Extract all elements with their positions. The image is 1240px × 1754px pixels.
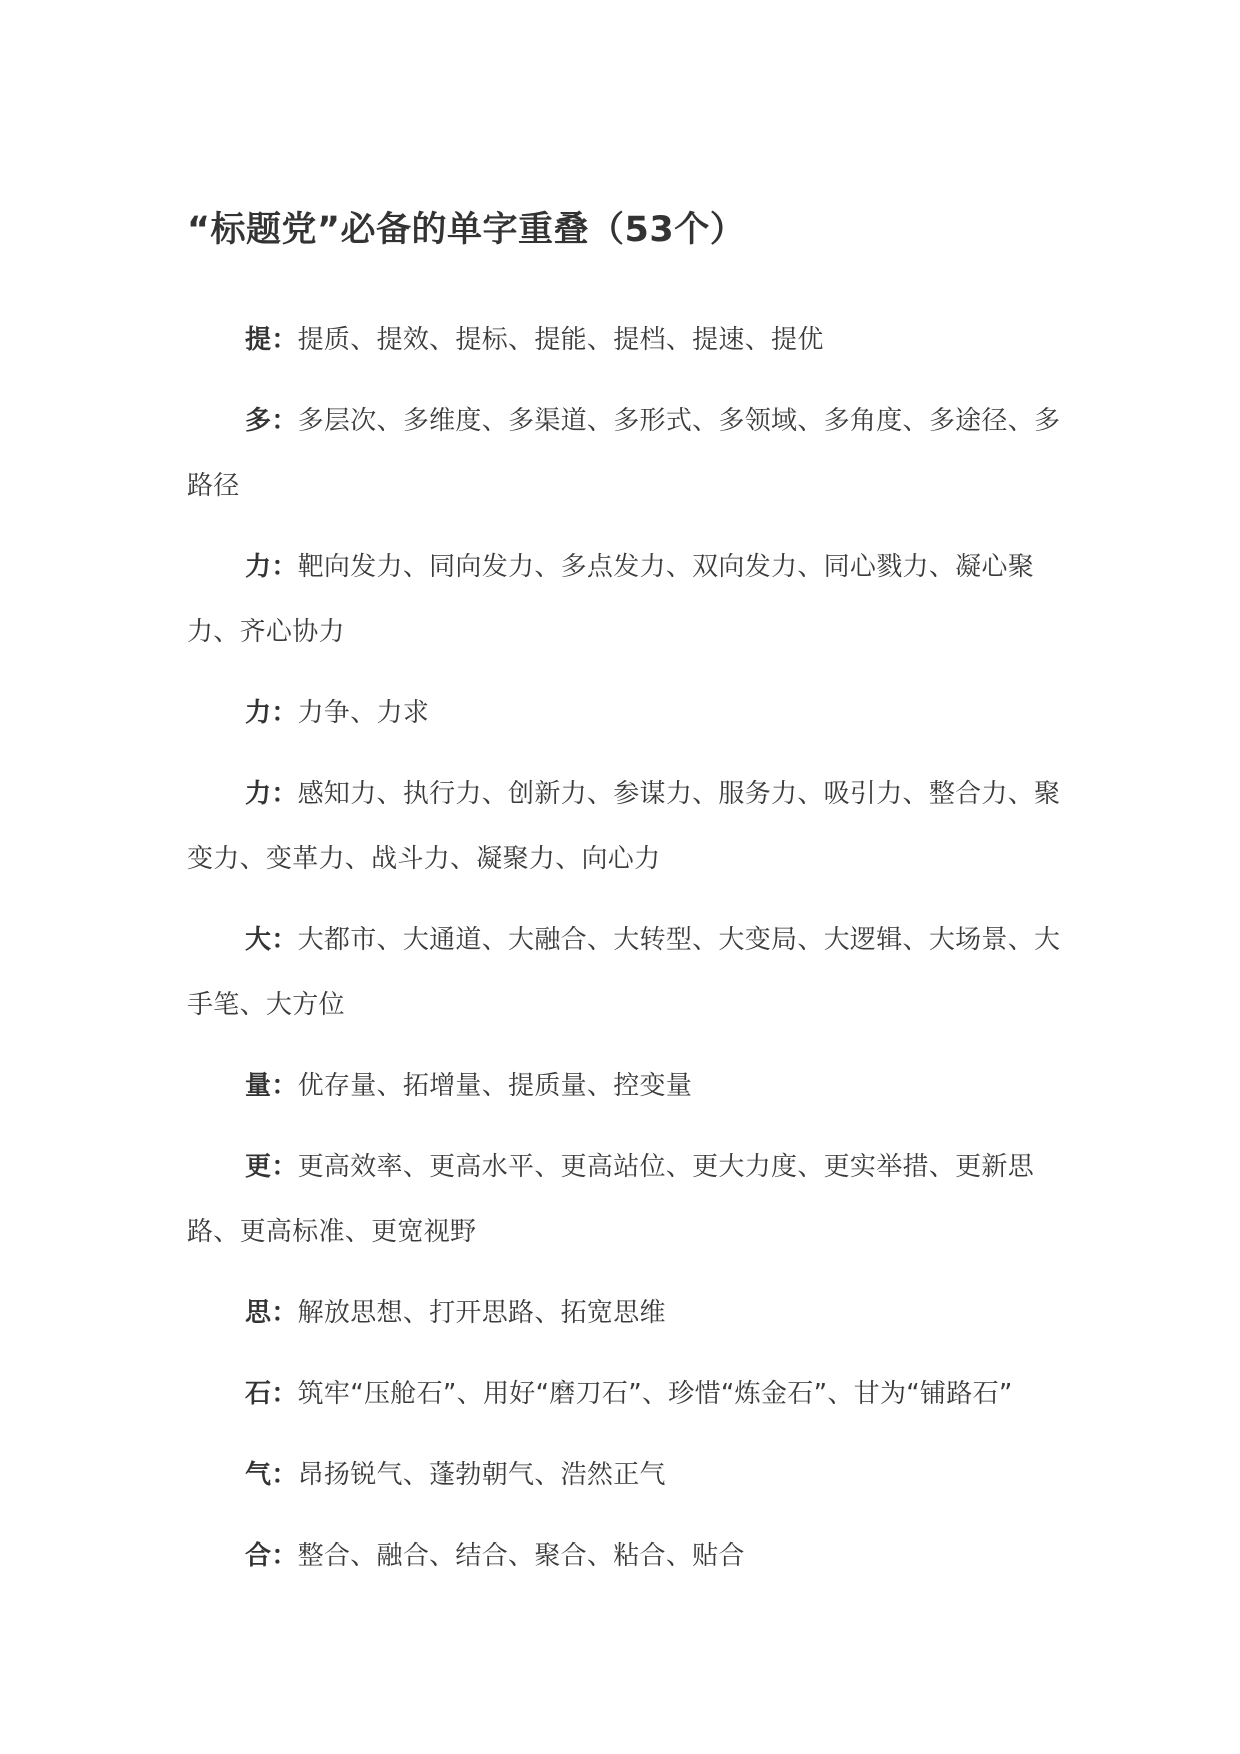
entry-key: 力	[245, 552, 272, 582]
entry-key: 大	[245, 925, 272, 955]
entry-text: 感知力、执行力、创新力、参谋力、服务力、吸引力、整合力、聚变力、变革力、战斗力、凝聚力、向心力	[187, 779, 1061, 874]
entry-separator: ：	[271, 698, 298, 728]
entry-duo	[187, 389, 1067, 519]
entry-he	[187, 1524, 1067, 1589]
entry-separator: ：	[271, 779, 298, 809]
entry-text: 多层次、多维度、多渠道、多形式、多领域、多角度、多途径、多路径	[187, 406, 1061, 501]
entry-text: 更高效率、更高水平、更高站位、更大力度、更实举措、更新思路、更高标准、更宽视野	[187, 1152, 1035, 1247]
entry-text: 靶向发力、同向发力、多点发力、双向发力、同心戮力、凝心聚力、齐心协力	[187, 552, 1035, 647]
entry-separator: ：	[271, 552, 298, 582]
entry-separator: ：	[271, 1152, 298, 1182]
document-title: “标题党”必备的单字重叠（53个）	[187, 210, 746, 250]
entry-key: 思	[245, 1298, 272, 1328]
entry-key: 提	[245, 325, 272, 355]
entry-separator: ：	[271, 925, 298, 955]
entry-ti	[187, 308, 1067, 373]
entry-geng	[187, 1135, 1067, 1265]
entry-separator: ：	[271, 1298, 298, 1328]
entry-qi	[187, 1443, 1067, 1508]
entry-separator: ：	[271, 1379, 298, 1409]
entry-separator: ：	[271, 1541, 298, 1571]
entry-li-3	[187, 762, 1067, 892]
entry-text: 筑牢“压舱石”、用好“磨刀石”、珍惜“炼金石”、甘为“铺路石”	[297, 1379, 1013, 1409]
entry-separator: ：	[271, 1460, 298, 1490]
entry-li-2	[187, 681, 1067, 746]
entry-key: 多	[245, 406, 272, 436]
entry-da	[187, 908, 1067, 1038]
entry-key: 石	[245, 1379, 272, 1409]
entry-separator: ：	[271, 1071, 298, 1101]
entry-list	[187, 308, 1067, 1605]
entry-key: 力	[245, 779, 272, 809]
entry-li-1	[187, 535, 1067, 665]
entry-text: 昂扬锐气、蓬勃朝气、浩然正气	[297, 1460, 666, 1490]
entry-text: 力争、力求	[297, 698, 430, 728]
entry-shi	[187, 1362, 1067, 1427]
entry-liang	[187, 1054, 1067, 1119]
entry-text: 整合、融合、结合、聚合、粘合、贴合	[297, 1541, 745, 1571]
entry-si	[187, 1281, 1067, 1346]
entry-key: 气	[245, 1460, 272, 1490]
entry-text: 解放思想、打开思路、拓宽思维	[297, 1298, 666, 1328]
entry-text: 大都市、大通道、大融合、大转型、大变局、大逻辑、大场景、大手笔、大方位	[187, 925, 1061, 1020]
entry-separator: ：	[271, 325, 298, 355]
entry-key: 更	[245, 1152, 272, 1182]
entry-key: 力	[245, 698, 272, 728]
entry-separator: ：	[271, 406, 298, 436]
entry-text: 优存量、拓增量、提质量、控变量	[297, 1071, 693, 1101]
entry-text: 提质、提效、提标、提能、提档、提速、提优	[297, 325, 824, 355]
entry-key: 合	[245, 1541, 272, 1571]
entry-key: 量	[245, 1071, 272, 1101]
